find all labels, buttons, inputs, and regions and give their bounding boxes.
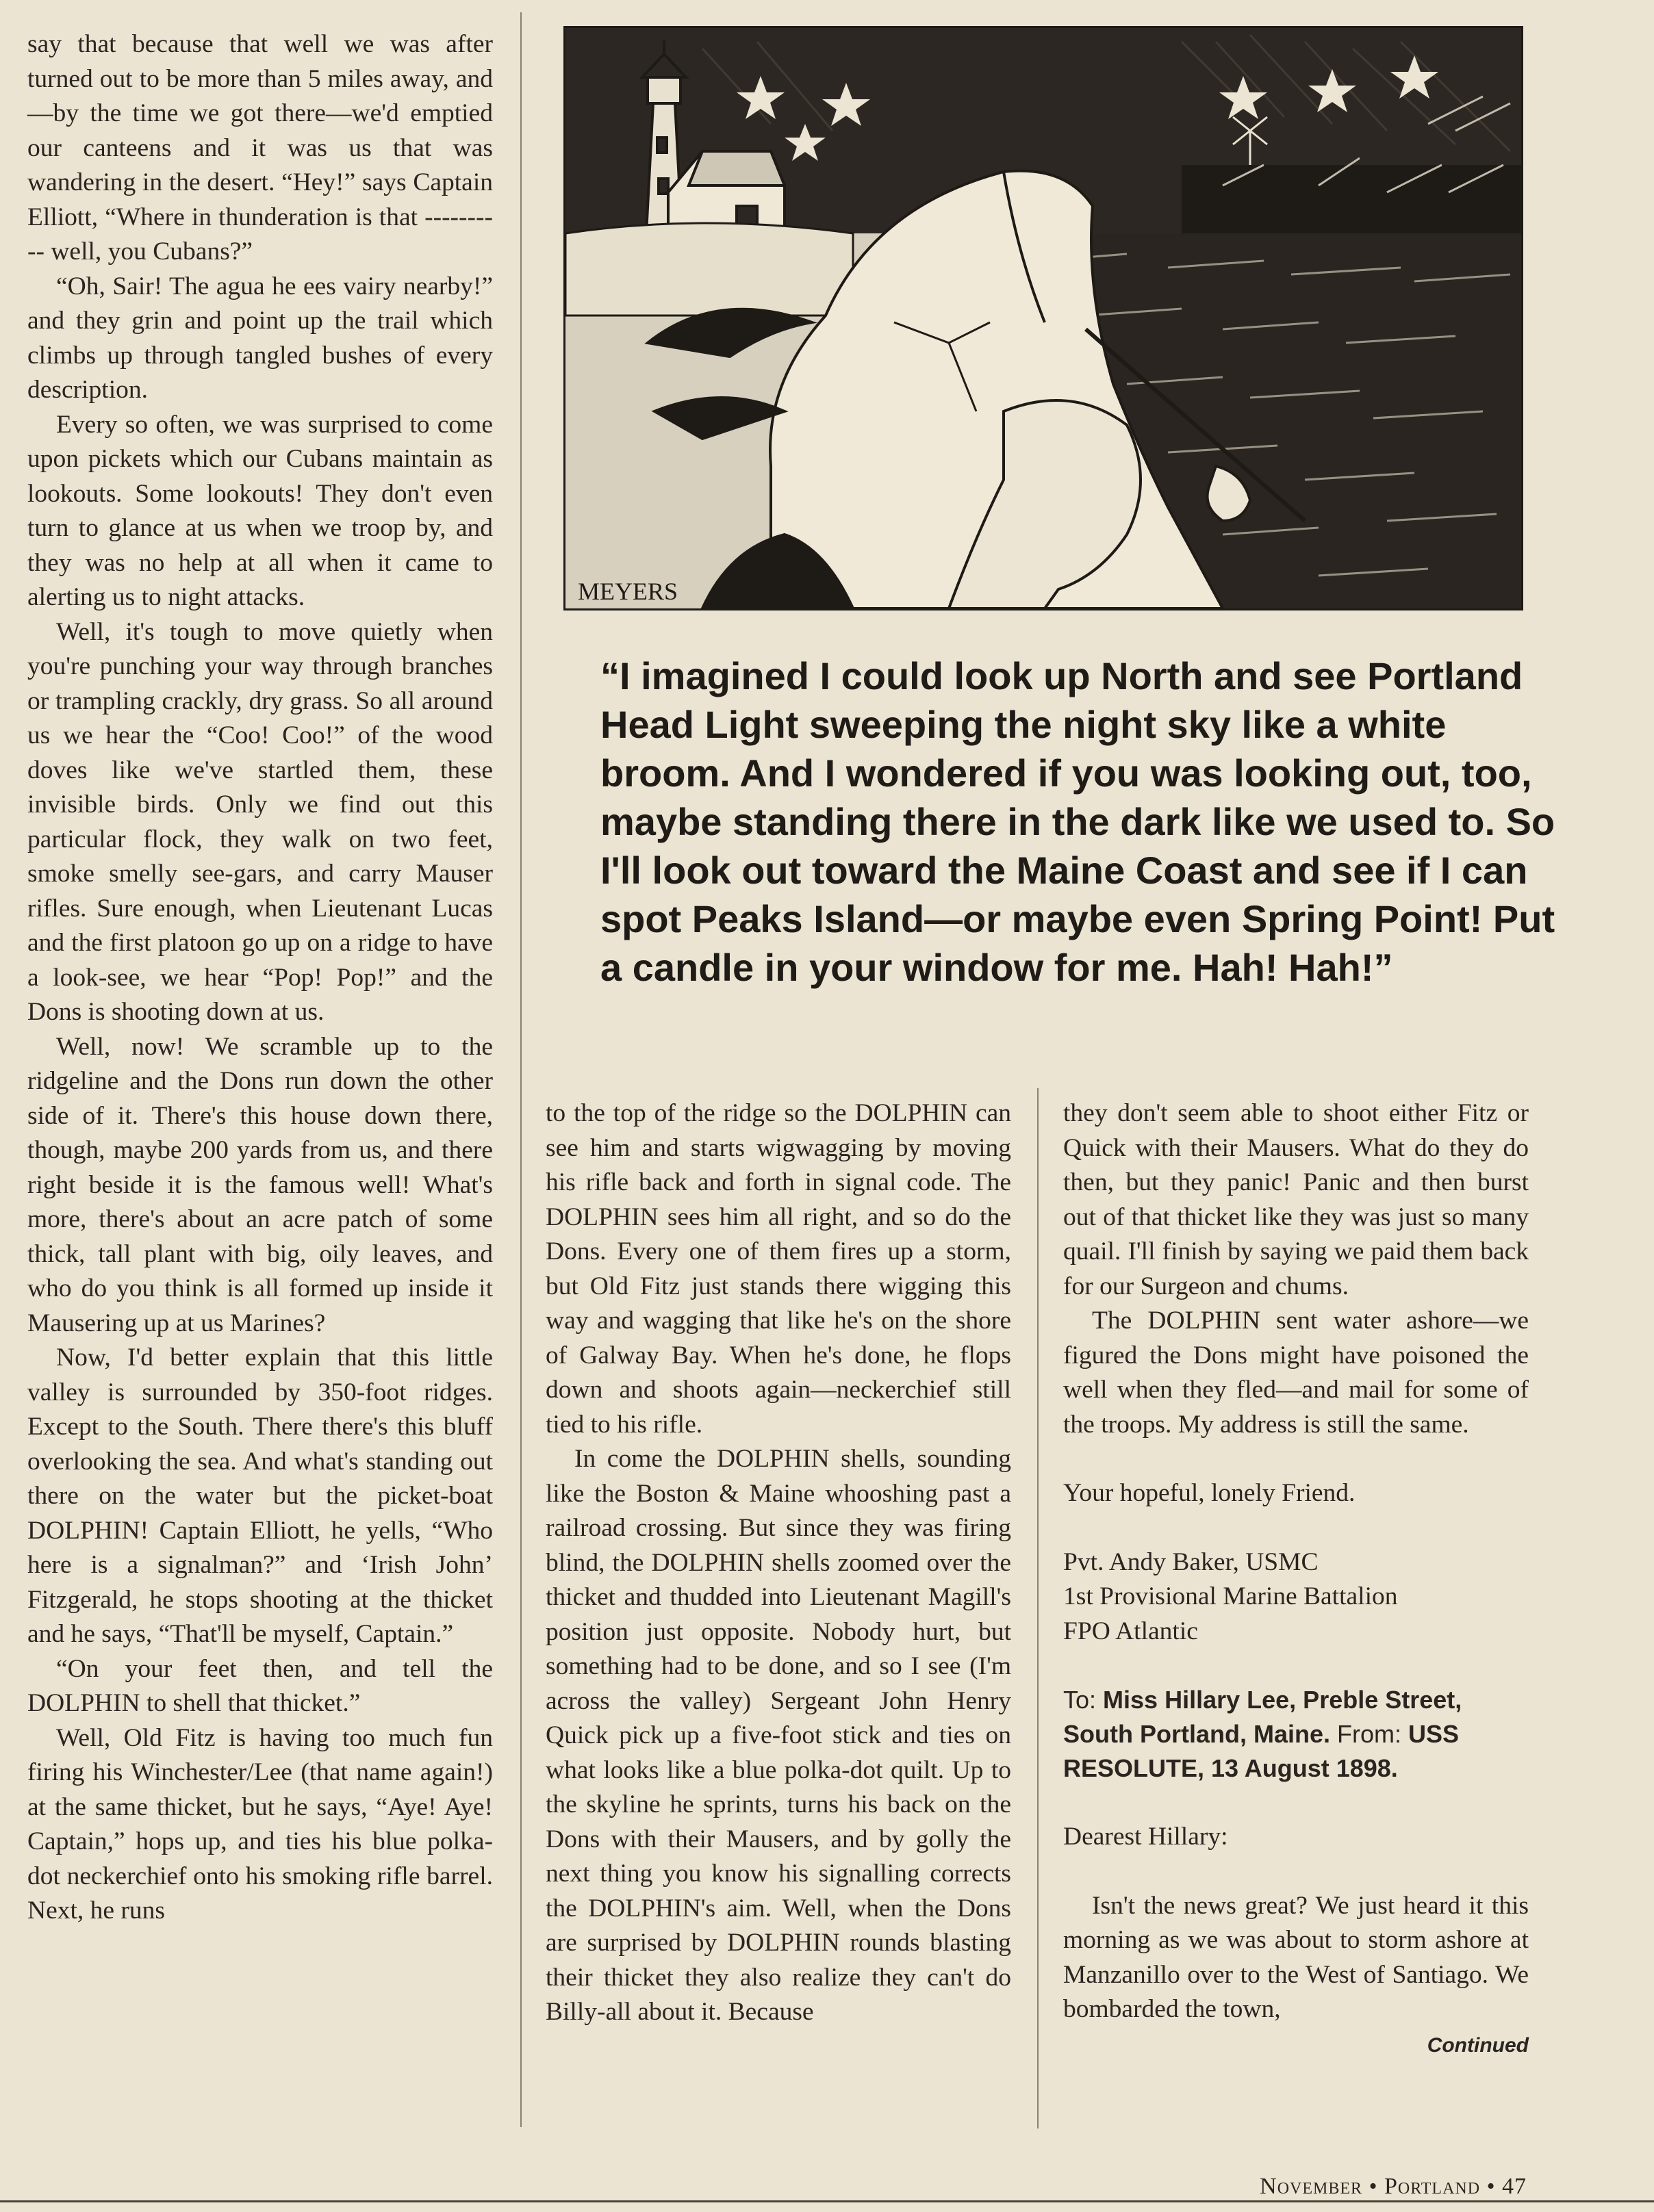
paragraph: Isn't the news great? We just heard it this morning as we was about to storm ashore at Manzanillo over to the West of Santiago. We bombarded the town,: [1063, 1891, 1529, 2023]
continued-label: Continued: [1427, 2033, 1529, 2057]
folio-separator: •: [1369, 2174, 1378, 2199]
paragraph: Well, now! We scramble up to the ridgeline and the Dons run down the other side of it. There's this house down there, though, maybe 200 yards from us, and there right beside it is the famous well! What's more, there's about an acre patch of some thick, tall plant with big, oily leaves, and who do you think is all formed up inside it Mausering up at us Marines?: [27, 1032, 493, 1337]
salutation: Dearest Hillary:: [1063, 1823, 1228, 1851]
paragraph: to the top of the ridge so the DOLPHIN can see him and starts wigwagging by moving his rifle back and forth in signal code. The DOLPHIN sees him all right, and so do the Dons. Every one of them fires up a storm, but Old Fitz just stands there wigging this way and wagging that like he's on the shore of Galway Bay. When he's done, he flops down and shoots again—neckerchief still tied to his rifle.: [546, 1099, 1011, 1439]
paragraph: In come the DOLPHIN shells, sounding like the Boston & Maine whooshing past a railroad crossing. But since they was firing blind, the DOLPHIN shells zoomed over the thicket and thudded into Lieutenant Magill's position just opposite. Nobody hurt, but something had to be done, and so I see (I'm across the valley) Sergeant John Henry Quick pick up a five-foot stick and ties on what looks like a blue polka-dot quilt. Up to the skyline he sprints, turns his back on the Dons with their Mausers, and by golly the next thing you know his signalling corrects the DOLPHIN's aim. Well, when the Dons are surprised by DOLPHIN rounds blasting their thicket they also realize they can't do Billy-all about it. Because: [546, 1445, 1011, 2026]
page-folio: [1260, 2174, 1527, 2200]
signature-line: Pvt. Andy Baker, USMC: [1063, 1547, 1319, 1576]
folio-separator: •: [1486, 2174, 1496, 2199]
folio-rule: [0, 2200, 1654, 2202]
signature-line: 1st Provisional Marine Battalion: [1063, 1582, 1398, 1610]
article-column-2: [546, 1096, 1011, 2030]
paragraph: say that because that well we was after turned out to be more than 5 miles away, and—by the time we got there—we'd emptied our canteens and it was us that was wandering in the desert. “Hey!” says Captain Elliott, “Where in thunderation is that ---------- well, you Cubans?”: [27, 30, 493, 266]
letter-header: [1063, 1683, 1529, 1786]
lighthouse-night-drawing: [565, 28, 1521, 608]
signature-line: FPO Atlantic: [1063, 1617, 1198, 1645]
to-name: Miss Hillary Lee, Preble Street, South Portland, Maine.: [1063, 1686, 1462, 1748]
article-column-1: [27, 27, 493, 1929]
paragraph: Every so often, we was surprised to come upon pickets which our Cubans maintain as lookouts. Some lookouts! They don't even turn to glance at us when we troop by, and they was no help at all when it came to alerting us to night attacks.: [27, 410, 493, 611]
paragraph: Now, I'd better explain that this little valley is surrounded by 350-foot ridges. Except to the South. There there's this bluff overlooking the sea. And what's standing out there on the water but the picket-boat DOLPHIN! Captain Elliott, he yells, “Who here is a signalman?” and ‘Irish John’ Fitzgerald, he stops shooting at the thicket and he says, “That'll be myself, Captain.”: [27, 1343, 493, 1648]
paragraph: “On your feet then, and tell the DOLPHIN to shell that thicket.”: [27, 1654, 493, 1717]
pull-quote: “I imagined I could look up North and see Portland Head Light sweeping the night sky like a white broom. And I wondered if you was looking out, too, maybe standing there in the dark like we used to. So I'll look out toward the Maine Coast and see if I can spot Peaks Island—or maybe even Spring Point! Put a candle in your window for me. Hah! Hah!”: [600, 654, 1555, 989]
folio-month: November: [1260, 2174, 1363, 2199]
column-divider: [1037, 1088, 1039, 2129]
paragraph: they don't seem able to shoot either Fitz or Quick with their Mausers. What do they do then, but they panic! Panic and then burst out of that thicket like they was just so many quail. I'll finish by saying we paid them back for our Surgeon and chums.: [1063, 1099, 1529, 1300]
illustration: [563, 26, 1523, 610]
letter-closing: Your hopeful, lonely Friend.: [1063, 1479, 1356, 1507]
folio-page: 47: [1502, 2174, 1527, 2199]
from-label: From:: [1337, 1720, 1402, 1748]
paragraph: The DOLPHIN sent water ashore—we figured the Dons might have poisoned the well when they fled—and mail for some of the troops. My address is still the same.: [1063, 1307, 1529, 1439]
paragraph: Well, it's tough to move quietly when you're punching your way through branches or trampling crackly, dry grass. So all around us we hear the “Coo! Coo!” of the wood doves like we've startled them, these invisible birds. Only we find out this particular flock, they walk on two feet, smoke smelly see-gars, and carry Mauser rifles. Sure enough, when Lieutenant Lucas and the first platoon go up on a ridge to have a look-see, we hear “Pop! Pop!” and the Dons is shooting down at us.: [27, 617, 493, 1026]
article-column-3: [1063, 1096, 1529, 2063]
folio-magazine: Portland: [1384, 2174, 1481, 2199]
paragraph: “Oh, Sair! The agua he ees vairy nearby!” and they grin and point up the trail which climbs up through tangled bushes of every description.: [27, 272, 493, 404]
signature-block: [1063, 1545, 1529, 1649]
artist-signature: MEYERS: [578, 578, 678, 605]
paragraph: Well, Old Fitz is having too much fun firing his Winchester/Lee (that name again!) at the same thicket, but he says, “Aye! Aye! Captain,” hops up, and ties his blue polka-dot neckerchief onto his smoking rifle barrel. Next, he runs: [27, 1723, 493, 1925]
column-divider: [520, 12, 522, 2127]
to-label: To:: [1063, 1686, 1097, 1714]
from-name: USS RESOLUTE, 13 August 1898.: [1063, 1720, 1460, 1782]
